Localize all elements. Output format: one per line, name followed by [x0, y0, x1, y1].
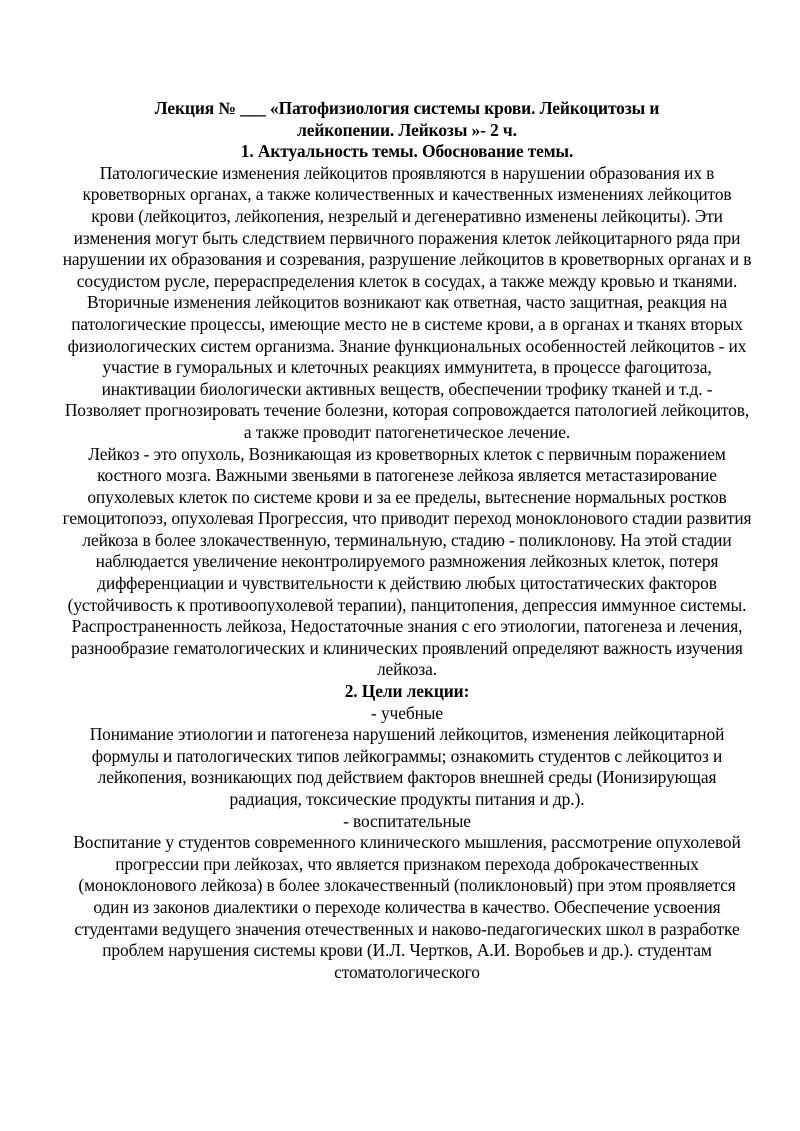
section-2-heading: 2. Цели лекции: — [344, 681, 470, 702]
section-1-paragraph-2: Лейкоз - это опухоль, Возникающая из кроветворных клеток с первичным поражением костного мозга. Важными звеньями в патогенезе лейкоза является метастазирование опухолевых клеток по системе крови и за ее пределы, вытеснение нормальных ростков гемоцитопоэз, опухолевая Прогрессия, что приводит переход моноклонового стадии развития лейкоза в более злокачественную, терминальную, стадию - поликлонову. На этой стадии наблюдается увеличение неконтролируемого размножения лейкозных клеток, потеря дифференциации и чувствительности к действию любых цитостатических факторов (устойчивость к противоопухолевой терапии), панцитопения, депрессия иммунное системы. Распространенность лейкоза, Недостаточные знания с его этиологии, патогенеза и лечения, разнообразие гематологических и клинических проявлений определяют важность изучения лейкоза. — [62, 443, 752, 680]
goal-educational-text: Понимание этиологии и патогенеза нарушений лейкоцитов, изменения лейкоцитарной формулы и патологических типов лейкограммы; ознакомить студентов с лейкоцитоз и лейкопения, возникающих под действием факторов внешней среды (Ионизирующая радиация, токсические продукты питания и др.). — [89, 724, 725, 809]
goal-upbringing-label: - воспитательные — [343, 810, 471, 831]
section-1-heading: 1. Актуальность темы. Обоснование темы. — [240, 141, 574, 162]
goal-upbringing-text: Воспитание у студентов современного клинического мышления, рассмотрение опухолевой прогрессии при лейкозах, что является признаком перехода доброкачественных (моноклонового лейкоза) в более злокачественный (поликлоновый) при этом проявляется один из законов диалектики о переходе количества в качество. Обеспечение усвоения студентами ведущего значения отечественных и наково-педагогических школ в разработке проблем нарушения системы крови (И.Л. Чертков, А.И. Воробьев и др.). студентам стоматологического — [73, 832, 741, 982]
goal-educational-label: - учебные — [371, 702, 443, 723]
section-1-paragraph-1: Патологические изменения лейкоцитов проявляются в нарушении образования их в кроветворных органах, а также количественных и качественных изменениях лейкоцитов крови (лейкоцитоз, лейкопения, незрелый и дегенеративно изменены лейкоциты). Эти изменения могут быть следствием первичного поражения клеток лейкоцитарного ряда при нарушении их образования и созревания, разрушение лейкоцитов в кроветворных органах и в сосудистом русле, перераспределения клеток в сосудах, а также между кровью и тканями. Вторичные изменения лейкоцитов возникают как ответная, часто защитная, реакция на патологические процессы, имеющие место не в системе крови, а в органах и тканях вторых физиологических систем организма. Знание функциональных особенностей лейкоцитов - их участие в гуморальных и клеточных реакциях иммунитета, в процессе фагоцитоза, инактивации биологически активных веществ, обеспечении трофику тканей и т.д. - Позволяет прогнозировать течение болезни, которая сопровождается патологией лейкоцитов, а также проводит патогенетическое лечение. — [62, 162, 752, 442]
lecture-title: Лекция № ___ «Патофизиология системы крови. Лейкоцитозы и лейкопении. Лейкозы »- 2 ч. — [154, 98, 660, 140]
document-body — [62, 98, 752, 983]
